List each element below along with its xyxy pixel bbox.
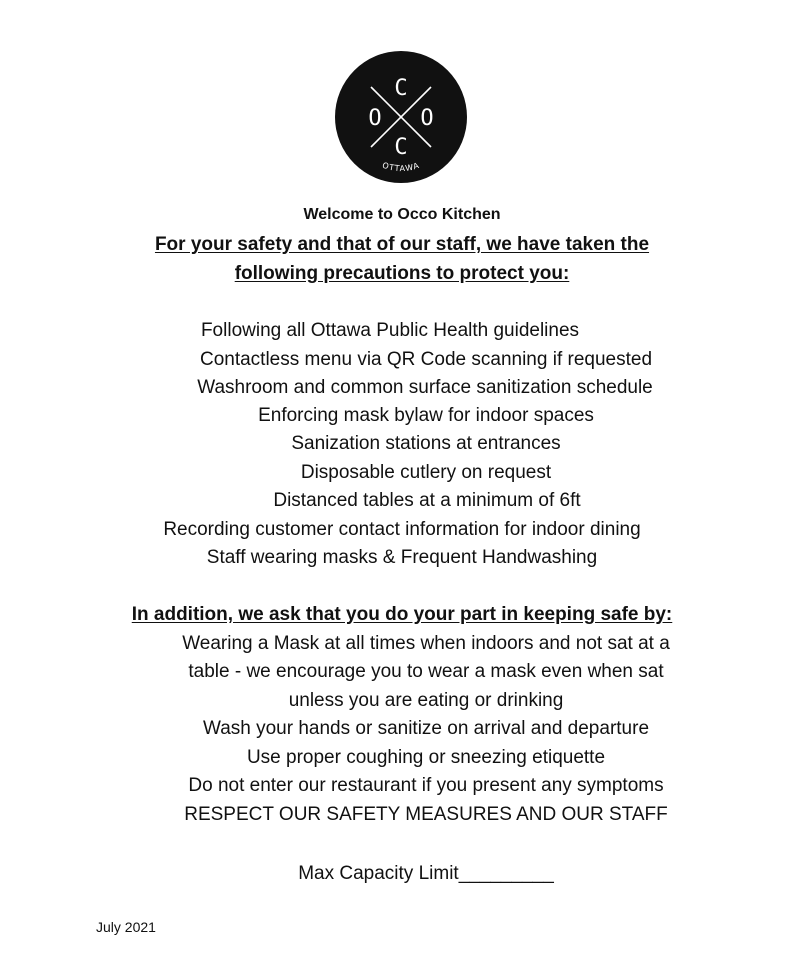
- precaution-item: Staff wearing masks & Frequent Handwashing: [206, 547, 598, 568]
- document-date: July 2021: [96, 919, 156, 935]
- heading-precautions-line1: For your safety and that of our staff, we have taken the: [154, 234, 650, 255]
- precaution-item: Washroom and common surface sanitization schedule: [197, 377, 653, 398]
- precaution-item: Distanced tables at a minimum of 6ft: [273, 490, 581, 511]
- request-item: Use proper coughing or sneezing etiquette: [246, 747, 606, 768]
- request-item: Wash your hands or sanitize on arrival and departure: [202, 718, 650, 739]
- precaution-item: Enforcing mask bylaw for indoor spaces: [258, 405, 594, 426]
- precaution-item: Recording customer contact information for indoor dining: [163, 519, 641, 540]
- logo-letter-right: O: [420, 106, 434, 131]
- heading-requests: In addition, we ask that you do your part in keeping safe by:: [131, 604, 673, 625]
- max-capacity-line: Max Capacity Limit_________: [298, 863, 554, 884]
- heading-precautions-line2: following precautions to protect you:: [234, 263, 570, 284]
- logo-city: OTTAWA: [381, 160, 421, 174]
- welcome-title: Welcome to Occo Kitchen: [303, 206, 501, 223]
- request-item: table - we encourage you to wear a mask even when sat: [188, 661, 664, 682]
- precaution-item: Disposable cutlery on request: [300, 462, 552, 483]
- logo-letter-bottom: C: [394, 135, 408, 160]
- precaution-item: Contactless menu via QR Code scanning if requested: [199, 349, 653, 370]
- logo-letter-left: O: [368, 106, 382, 131]
- precaution-item: Sanization stations at entrances: [291, 433, 561, 454]
- request-item: Wearing a Mask at all times when indoors and not sat at a: [182, 633, 670, 654]
- request-item: Do not enter our restaurant if you present any symptoms: [188, 775, 664, 796]
- occo-logo: [334, 50, 468, 184]
- precaution-item: Following all Ottawa Public Health guidelines: [200, 320, 580, 341]
- request-item: RESPECT OUR SAFETY MEASURES AND OUR STAFF: [184, 804, 668, 825]
- request-item: unless you are eating or drinking: [288, 690, 564, 711]
- logo-letter-top: C: [394, 76, 408, 101]
